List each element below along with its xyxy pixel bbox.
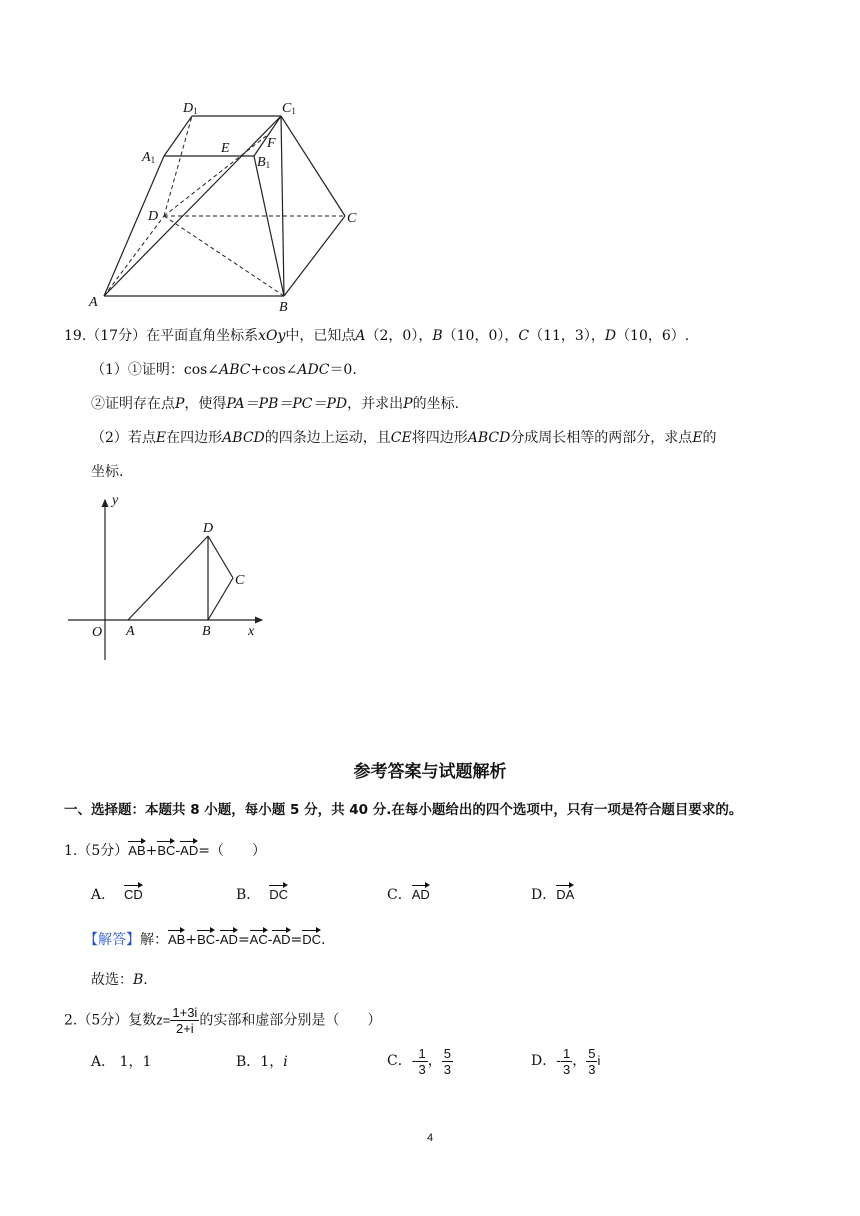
edge-bb1 [254, 156, 284, 296]
edge-bc [284, 216, 345, 296]
answers-title: 参考答案与试题解析 [353, 762, 507, 782]
edge-bc1 [281, 116, 284, 296]
segment-cb [208, 578, 233, 620]
q1-option-a[interactable]: A． CD [91, 884, 143, 905]
q1-option-d[interactable]: D．DA [531, 884, 574, 905]
q2-stem: 2.（5分）复数z= $\frac{1+3i}{2+i}$ 的实部和虚部分别是（ ） [64, 1005, 382, 1036]
q2-option-b[interactable]: B．1，i [236, 1054, 288, 1070]
svg-text:D: D [148, 209, 159, 224]
q1-option-b[interactable]: B． DC [236, 884, 288, 905]
q19-part1b: ②证明存在点P，使得PA＝PB＝PC＝PD，并求出P的坐标. [91, 396, 460, 412]
segment-dc [208, 536, 233, 578]
q2-option-a[interactable]: A． 1，1 [91, 1054, 152, 1070]
svg-text:D: D [203, 521, 214, 536]
svg-text:A: A [89, 295, 98, 310]
svg-text:C1: C1 [282, 101, 296, 116]
edge-cc1 [281, 116, 345, 216]
q2-option-c[interactable]: C．- $\frac{1}{3}$ ， $\frac{5}{3}$ [387, 1045, 451, 1077]
svg-text:D1: D1 [183, 101, 198, 116]
section1-heading: 一、选择题：本题共 8 小题，每小题 5 分，共 40 分.在每小题给出的四个选项中，只有一项是符合题目要求的。 [64, 802, 743, 818]
q19-part2-line2: 坐标. [91, 464, 124, 480]
svg-text:B1: B1 [257, 155, 271, 170]
svg-text:C: C [235, 573, 245, 588]
q2-option-d[interactable]: D．- $\frac{1}{3}$ ， $\frac{5}{3}$ i [531, 1045, 601, 1077]
q19-stem: 19.（17分）在平面直角坐标系xOy中，已知点A（2，0），B（10，0），C（11，3），D（10，6）. [64, 328, 690, 344]
edge-ac1 [104, 116, 281, 296]
q1-stem: 1.（5分）AB+BC-AD=（ ） [64, 840, 266, 861]
edge-db [164, 216, 284, 296]
edge-df [164, 133, 270, 216]
svg-text:y: y [112, 493, 119, 508]
svg-text:O: O [92, 625, 103, 640]
edge-dd1 [164, 116, 192, 216]
q1-choice: 故选：B. [91, 972, 148, 988]
page-number: 4 [426, 1132, 434, 1144]
svg-text:A1: A1 [142, 150, 156, 165]
frustum-figure [80, 95, 380, 315]
q19-part1: （1）①证明：cos∠ABC+cos∠ADC＝0. [91, 362, 357, 378]
answer-tag: 【解答】 [84, 932, 140, 948]
svg-text:B: B [279, 300, 288, 315]
svg-text:A: A [126, 624, 135, 639]
segment-ad [128, 536, 208, 620]
svg-text:x: x [248, 624, 255, 639]
coordinate-figure [64, 490, 274, 670]
q1-solution: 【解答】解：AB+BC-AD=AC-AD=DC. [84, 929, 326, 950]
svg-text:E: E [221, 141, 230, 156]
q19-part2: （2）若点E在四边形ABCD的四条边上运动，且CE将四边形ABCD分成周长相等的两部分，求点E的 [91, 430, 717, 446]
q1-option-c[interactable]: C．AD [387, 884, 430, 905]
edge-a1d1 [164, 116, 192, 156]
edge-ad [104, 216, 164, 296]
svg-text:F: F [267, 136, 276, 151]
svg-text:C: C [347, 211, 357, 226]
edge-aa1 [104, 156, 164, 296]
svg-text:B: B [202, 624, 211, 639]
